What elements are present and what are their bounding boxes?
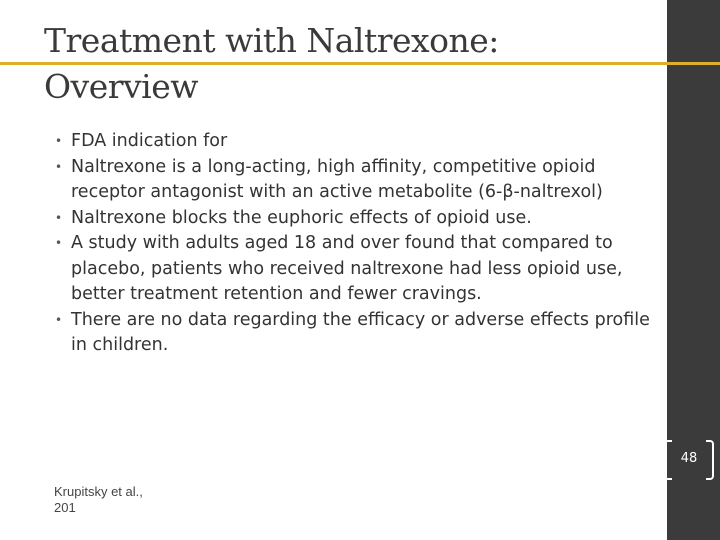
bullet-marker: • — [55, 312, 63, 327]
bullet-marker: • — [55, 236, 63, 250]
bullet-text: FDA indication for — [71, 131, 228, 151]
left-bracket-icon — [664, 440, 672, 480]
bullet-text: There are no data regarding the efficacy or adverse effects profile in children. — [71, 309, 650, 355]
bullet-item — [54, 231, 654, 308]
bullet-list — [54, 129, 654, 359]
bullet-marker: • — [55, 210, 63, 225]
bullet-item — [54, 155, 654, 206]
page-number: 48 — [680, 451, 698, 466]
slide-title-line-1: Treatment with Naltrexone: — [44, 21, 499, 60]
bullet-item — [54, 308, 654, 359]
page-number-badge — [664, 440, 714, 478]
bullet-item — [54, 206, 654, 232]
bullet-item — [54, 129, 654, 155]
bullet-marker: • — [55, 159, 63, 174]
bullet-marker: • — [55, 134, 63, 148]
bullet-text: Naltrexone is a long-acting, high affinity, competitive opioid receptor antagonist with an active metabolite (6-β-naltrexol) — [71, 156, 603, 202]
footer-citation: Krupitsky et al., 201 — [54, 484, 143, 515]
slide-title-line-2: Overview — [44, 67, 198, 106]
bullet-text: A study with adults aged 18 and over found that compared to placebo, patients who received naltrexone had less opioid use, better treatment retention and fewer cravings. — [71, 233, 623, 304]
right-bracket-icon — [706, 440, 714, 480]
title-underline-rule — [0, 62, 720, 65]
bullet-text: Naltrexone blocks the euphoric effects of opioid use. — [71, 207, 532, 228]
